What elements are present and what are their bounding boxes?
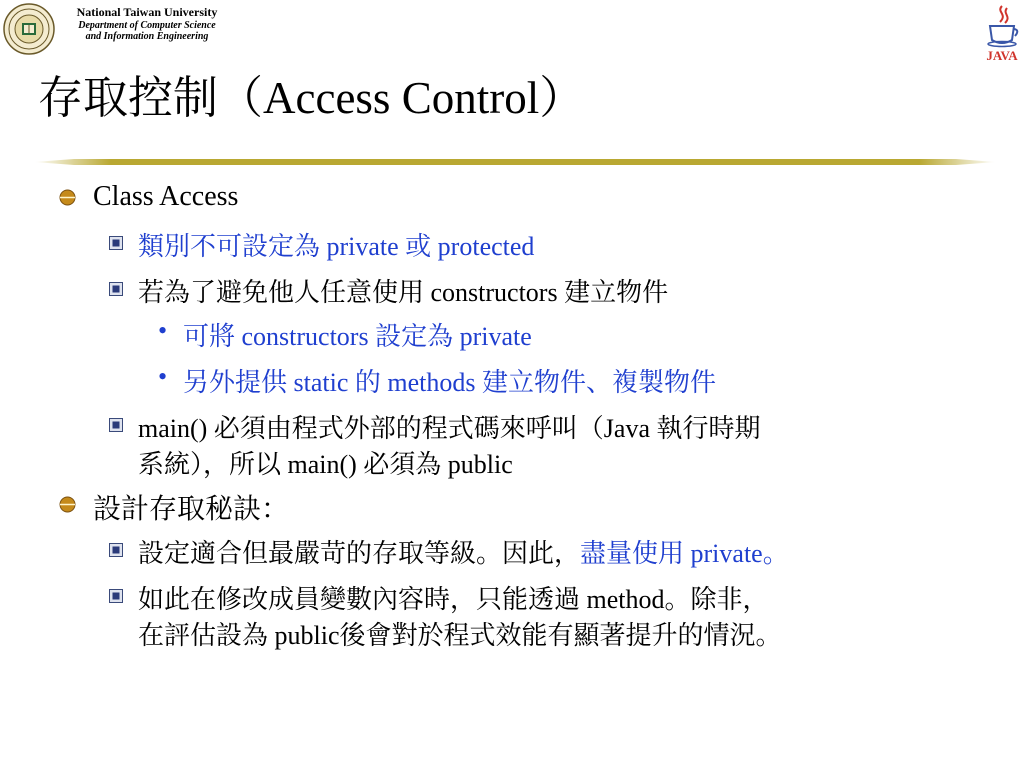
dot-bullet-icon: • xyxy=(158,362,168,391)
bullet-class-access: Class Access xyxy=(93,181,239,212)
square-bullet-icon xyxy=(109,282,123,296)
square-bullet-icon xyxy=(109,543,123,557)
bullet-avoid-constructors: 若為了避免他人任意使用 constructors 建立物件 xyxy=(138,278,669,307)
bullet-design-tips: 設計存取秘訣： xyxy=(93,494,290,525)
strict-access-text: 設定適合但最嚴苛的存取等級。因此， xyxy=(138,539,581,568)
gold-bullet-icon xyxy=(59,496,76,513)
square-bullet-icon xyxy=(109,236,123,250)
gold-bullet-icon xyxy=(59,189,76,206)
bullet-private-protected: 類別不可設定為 private 或 protected xyxy=(138,232,535,261)
square-bullet-icon xyxy=(109,418,123,432)
square-bullet-icon xyxy=(109,589,123,603)
bullet-strict-access xyxy=(138,533,789,570)
page-title: 存取控制（Access Control） xyxy=(38,73,585,123)
bullet-private-constructors: 可將 constructors 設定為 private xyxy=(183,322,532,351)
institution-name: National Taiwan University xyxy=(76,5,218,19)
strict-access-highlight: 盡量使用 private。 xyxy=(580,539,789,568)
java-logo-text: JAVA xyxy=(986,48,1018,63)
department-line-1: Department of Computer Science xyxy=(78,19,216,31)
bullet-main-line-2: 系統），所以 main() 必須為 public xyxy=(138,450,513,479)
bullet-modify-members-line-1: 如此在修改成員變數內容時，只能透過 method。除非， xyxy=(138,585,769,614)
bullet-static-methods: 另外提供 static 的 methods 建立物件、複製物件 xyxy=(183,368,716,397)
bullet-main-line-1: main() 必須由程式外部的程式碼來呼叫（Java 執行時期 xyxy=(138,414,761,443)
department-line-2: and Information Engineering xyxy=(85,31,209,43)
dot-bullet-icon: • xyxy=(158,316,168,345)
bullet-modify-members-line-2: 在評估設為 public後會對於程式效能有顯著提升的情況。 xyxy=(138,621,782,650)
